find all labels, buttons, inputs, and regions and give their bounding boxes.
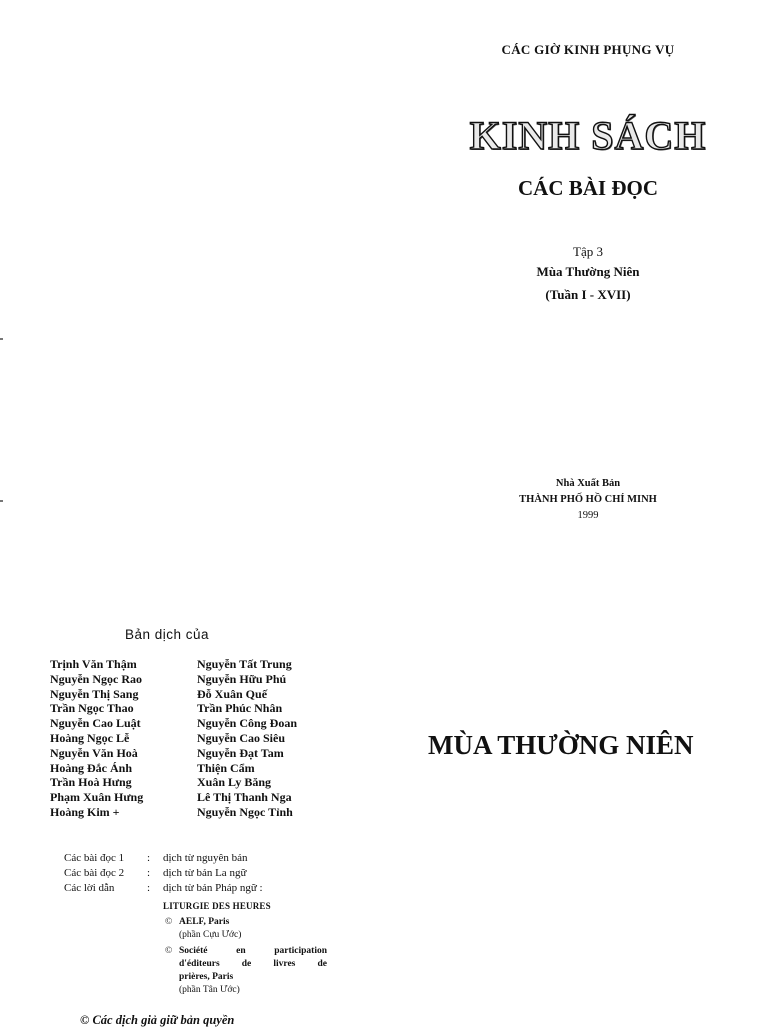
translator-name: Hoàng Ngọc Lễ bbox=[50, 730, 130, 745]
copyright-symbol: © bbox=[165, 946, 173, 956]
source-colon: : bbox=[147, 882, 151, 894]
source-value: dịch từ nguyên bản bbox=[163, 852, 248, 864]
translator-name: Nguyễn Văn Hoà bbox=[50, 745, 138, 760]
copyright-aelf bbox=[165, 916, 335, 942]
source-notes bbox=[64, 851, 334, 896]
publisher-label: Nhà Xuất Bản bbox=[555, 478, 621, 489]
liturgie-title: LITURGIE DES HEURES bbox=[163, 901, 271, 911]
translator-name: Xuân Ly Băng bbox=[197, 775, 272, 790]
copyright-holder-line: prières, Paris bbox=[179, 972, 234, 982]
source-colon: : bbox=[147, 852, 151, 864]
translator-name: Thiện Cẩm bbox=[197, 760, 255, 775]
publisher-city: THÀNH PHỐ HỒ CHÍ MINH bbox=[519, 494, 657, 505]
translator-name: Nguyễn Cao Luật bbox=[50, 716, 141, 731]
translator-name: Nguyễn Ngọc Rao bbox=[50, 671, 142, 686]
copyright-holder: AELF, Paris bbox=[179, 917, 230, 927]
translator-name: Trần Phúc Nhân bbox=[197, 701, 283, 716]
translator-name: Nguyễn Thị Sang bbox=[50, 686, 139, 701]
series-title: CÁC GIỜ KINH PHỤNG VỤ bbox=[501, 42, 675, 57]
translator-name: Nguyễn Công Đoan bbox=[197, 716, 298, 731]
source-row bbox=[64, 866, 334, 881]
copyright-symbol: © bbox=[165, 917, 173, 927]
copyright-societe bbox=[165, 945, 327, 997]
translator-name: Hoàng Kim + bbox=[50, 804, 120, 819]
translator-name: Trần Hoà Hưng bbox=[50, 775, 132, 790]
book-subtitle: CÁC BÀI ĐỌC bbox=[517, 176, 658, 200]
copyright-note: (phần Tân Ước) bbox=[179, 985, 240, 995]
season-heading: MÙA THƯỜNG NIÊN bbox=[428, 730, 694, 760]
translator-name: Trịnh Văn Thậm bbox=[50, 657, 137, 671]
translator-name: Phạm Xuân Hưng bbox=[50, 790, 144, 805]
translator-name: Đỗ Xuân Quế bbox=[197, 686, 268, 701]
source-row bbox=[64, 851, 334, 866]
translators-copyright: © Các dịch giả giữ bản quyền bbox=[80, 1013, 235, 1027]
translator-name: Nguyễn Cao Siêu bbox=[197, 730, 286, 745]
translators-left-column bbox=[50, 657, 190, 820]
translator-name: Nguyễn Hữu Phú bbox=[197, 671, 287, 686]
season-name: Mùa Thường Niên bbox=[536, 264, 640, 279]
source-value: dịch từ bản La ngữ bbox=[163, 867, 247, 879]
scan-edge-mark bbox=[0, 338, 3, 340]
translator-name: Hoàng Đắc Ánh bbox=[50, 760, 133, 775]
source-colon: : bbox=[147, 867, 151, 879]
copyright-holder-line: d'éditeurs de livres de bbox=[179, 959, 327, 969]
source-row bbox=[64, 881, 334, 896]
source-label: Các bài đọc 2 bbox=[64, 867, 125, 879]
volume-number: Tập 3 bbox=[573, 244, 603, 259]
source-value: dịch từ bản Pháp ngữ : bbox=[163, 882, 263, 894]
publication-year: 1999 bbox=[577, 510, 599, 521]
source-label: Các lời dẫn bbox=[64, 882, 115, 894]
translator-name: Nguyễn Tất Trung bbox=[197, 657, 292, 671]
translator-name: Lê Thị Thanh Nga bbox=[197, 790, 292, 805]
copyright-holder-line: Société en participation bbox=[179, 946, 327, 956]
translator-name: Nguyễn Đạt Tam bbox=[197, 745, 284, 760]
copyright-note: (phần Cựu Ước) bbox=[179, 930, 242, 940]
translator-name: Nguyễn Ngọc Tỉnh bbox=[197, 804, 293, 819]
translator-name: Trần Ngọc Thao bbox=[50, 701, 134, 716]
week-range: (Tuần I - XVII) bbox=[545, 287, 631, 302]
book-title: KINH SÁCH bbox=[469, 113, 707, 158]
scan-edge-mark bbox=[0, 500, 3, 502]
translators-right-column bbox=[197, 657, 337, 820]
translators-heading: Bản dịch của bbox=[125, 627, 210, 642]
source-label: Các bài đọc 1 bbox=[64, 852, 125, 864]
